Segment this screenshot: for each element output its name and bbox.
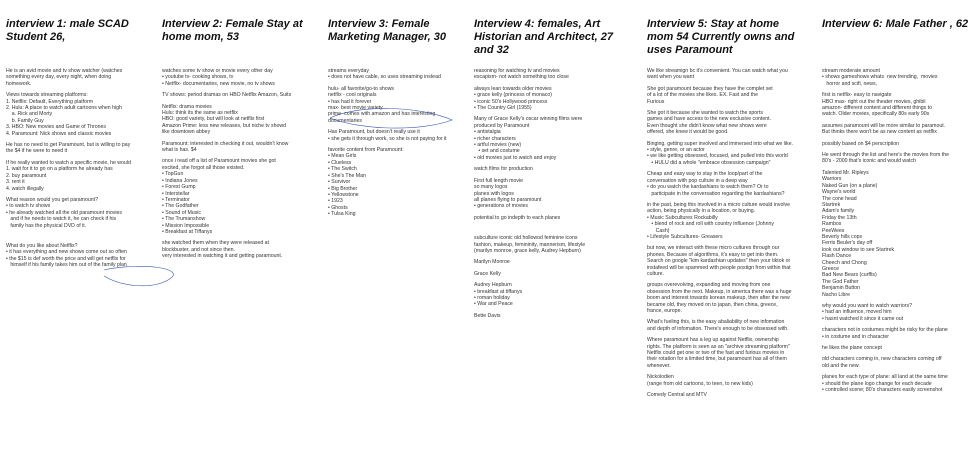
note-block: If he really wanted to watch a specific movie, he would 1. wait for it to go on a platform he already has 2. buy paramount 3. rent it 4. watch illegally	[6, 159, 131, 192]
note-block: assumes paramount will be more similar to paramout. But thinks there won't be as new content as netflix	[822, 122, 946, 136]
interview-title: Interview 5: Stay at home mom 54 Currently owns and uses Paramount	[647, 18, 795, 56]
note-block: Marilyn Monroe	[474, 259, 510, 266]
note-block: What's fueling this, is the easy abaliability of new infomation and depth of infomation. There's enough to be obsessed with.	[647, 319, 789, 332]
note-block: hulu- all favorite/go-to shows netflix - cool originals • has had it forever max- best movie variety prime- comes with amazon and has interesting documentaries	[328, 85, 436, 124]
note-block: groups overevolving, expanding and moving from one obsession from the next. Makeup, in america there was a huge boom and interest towards korean makeup, then after the new became old, they moved on to japan, then china, greece, france, europe.	[647, 282, 792, 314]
note-block: What reason would you get paramount? • to watch tv shows • he already watched all the old paramount movies and if he needs to watch it, he can check if his family has the physical DVD of it.	[6, 196, 123, 229]
interview-title: Interview 3: Female Marketing Manager, 30	[328, 18, 446, 43]
note-block: She got paramount because they have the complet set of a lot of the movies she likes. EX. Fast and the Furious	[647, 85, 773, 105]
note-block: He has no need to get Paramount, but is willing to pay the $4 if he were to need it	[6, 142, 131, 155]
note-block: Cheap and easy way to stay in the loop/part of the conversation with pop culture in a deep way • do you watch the kardashians to watch them? Or to participate in the conversation regarding the kardashians?	[647, 171, 785, 197]
note-block: once i read off a list of Paramount movies she got excited, she forgot all those existed. • TopGun • Indiana Jones • Forest Gump • Interstellar • Terminator • The Godfather • Sound of Music • The Trumanshow • Mission Impossible • Breakfast at Tiffanys	[162, 158, 276, 235]
note-block: Audrey Hepburn • breakfast at tiffanys • roman holiday • War and Peace	[474, 282, 523, 308]
note-block: Has Paramount, but doesn't really use it • she gets it through work, so she is not paying for it	[328, 129, 447, 142]
note-block: He is an avid movie and tv show watcher (watches something every day, every night, when doing homework.	[6, 68, 123, 87]
interview-notes	[822, 68, 949, 398]
note-block: What do you like about Netflix? • it has everything and new shows come out so often • the $15 is def worth the price and will get netflix for himself if his family takes him out of the family plan	[6, 242, 127, 269]
note-block: Talented Mr. Ripleys Warriors Naked Gun (on a plane) Wayne's world The cone head Startrek Adam's family Friday the 13th Rambos PeeWees Beverly hills cops Ferris Beuler's day off look out window to see Startrek Flash Dance Cheech and Chong Greece Bad New Bears (curffis) The God Father Benjamin Button Nacho Libre	[822, 169, 895, 298]
note-block: Binging, getting super involved and immersed into what we like. • style, genre, or an actor • we like getting obsessed, focused, and pulled into this world • HULU did a whole "embrace obsession campaign"	[647, 140, 793, 166]
interview-title: interview 1: male SCAD Student 26,	[6, 18, 129, 43]
note-block: Views towards streaming platforms: 1. Netflix: Default, Everything platform 2. Hulu: A place to watch adult cartoons when high a. Rick and Morty b. Family Guy 3. HBO: New movies and Game of Thrones 4. Paramount: Nick shows and classic movies	[6, 92, 122, 137]
note-block: TV shows: period dramas on HBO Netflix Amazon, Suits	[162, 92, 292, 99]
interview-title: Interview 2: Female Stay at home mom, 53	[162, 18, 303, 43]
note-block: watch films for production	[474, 166, 533, 173]
note-block: favorite content from Paramount: • Mean Girls • Clueless • The Switch • She's The Man • Survivor • Big Brother • Yellowstone • 1923 • Ghosts • Tulsa King	[328, 147, 404, 218]
interview-title: Interview 4: females, Art Historian and Architect, 27 and 32	[474, 18, 613, 56]
note-block: possibly based on $4 perscription	[822, 140, 899, 147]
note-block: characters not in costumes might be risky for the plane • in costume and in character	[822, 327, 948, 340]
note-block: subculture iconic old hollowod feminine icons fashion, makeup, femininity, mannerism, lifestyle (marilyn monroe, grace kelly, Audrey Hepburn)	[474, 235, 586, 254]
note-block: she watched them when they were released at blockbuster, and not since then. very interested in watching it and getting paramount.	[162, 240, 283, 260]
note-block: Netflix: drama movies Hulu: think its the same as netflix HBO: good variety, but will look at netflix first Amazon Prime: less new releases, but niche tv showd like downtown abbey	[162, 103, 286, 136]
note-block: first is netflix- easy to navigate HBO max- right out the theater movies, ghibli amazon- different content and different things to watch. Older movies, specifically 80s early 90s	[822, 92, 932, 118]
note-block: old characters coming in, new characters coming off old and the new.	[822, 356, 942, 369]
note-block: potential to go indepth to each planes	[474, 214, 561, 221]
note-block: watches some tv show or movie every other day • youtube tv- cooking shows, tv • Netflix- documentaries, new movie, no tv shows	[162, 68, 275, 87]
note-block: in the past, being this involved in a micro culture would involve action, being physically in a location, or buying. • Music Subcultures Rockabilly • blend of rock and roll with country influence (Johnny Cash) • Lifestyle Subcultures- Greasers	[647, 201, 791, 240]
interview-notes	[474, 68, 585, 324]
interview-title: Interview 6: Male Father , 62	[822, 18, 969, 30]
note-block: Nickolodien (range from old cartoons, to teen, to new kids)	[647, 374, 753, 387]
note-block: he likes the plane concept	[822, 345, 882, 352]
note-block: He went through the list and here's the movies from the 80's - 2000 that's iconic and would watch	[822, 152, 949, 165]
interview-notes	[647, 68, 793, 403]
note-block: stream moderate amount • shows gameshows whats new trending, movies horror and scifi, news,	[822, 68, 938, 87]
note-block: but now, we interact with these micro cultures through our phones. Because of algorithms, it's easy to get into them. Search on google "kim kardashian updates" then your tiktok or instafeed will be spammed with people postign from within that culture.	[647, 245, 791, 277]
note-block: Many of Grace Kelly's oscar winning films were produced by Paramount • antistalgia • richer characters • artful movies (new) • set and costume • old movies just to watch and enjoy	[474, 116, 583, 161]
note-block: Comedy Central and MTV	[647, 392, 707, 399]
interview-notes	[162, 68, 291, 265]
interview-notes	[328, 68, 447, 223]
interview-notes	[6, 68, 131, 274]
note-block: planes for each type of plane: all land at the same time • should the plane logo change for each decade • controlled scene; 80's characters easily screenshot	[822, 374, 948, 394]
note-block: We like streamign bc it's convenient. You can watch what you want when you want	[647, 68, 788, 81]
note-block: Where paramount has a leg up against Netflix, ownership rights. The platform is seen as an "archive streaming platform" Netflix could get one or two of the fast and furious movies in their rotation for a limited time, but paramount has all of them whenever.	[647, 337, 790, 369]
note-block: always lean towards older movies • grace kelly (princess of monaco) • iconic 50's Hollywood princess • The Country Girl (1955)	[474, 85, 552, 112]
note-block: reasoning for watching tv and movies escapism- not watch something too close	[474, 68, 569, 81]
note-block: Grace Kelly	[474, 270, 501, 277]
note-block: Paramount: interested in checking it out, wouldn't know what is has. $4	[162, 140, 289, 154]
note-block: why would you want to watch warriors? • had an influence, moved him • hasnt watched it since it came out	[822, 303, 912, 322]
note-block: streams everyday • does not have cable, so uses streaming instead	[328, 68, 441, 81]
note-block: Bette Davis	[474, 312, 501, 319]
note-block: She got it because she wanted to watch the sports games and have access to the new exclusive content. Even thought she didn't know what new shows were offered, she knew it would be good.	[647, 110, 771, 136]
note-block: First full length movie so many logos planes with logos all planes flying to paramount • generations of movies	[474, 177, 542, 210]
